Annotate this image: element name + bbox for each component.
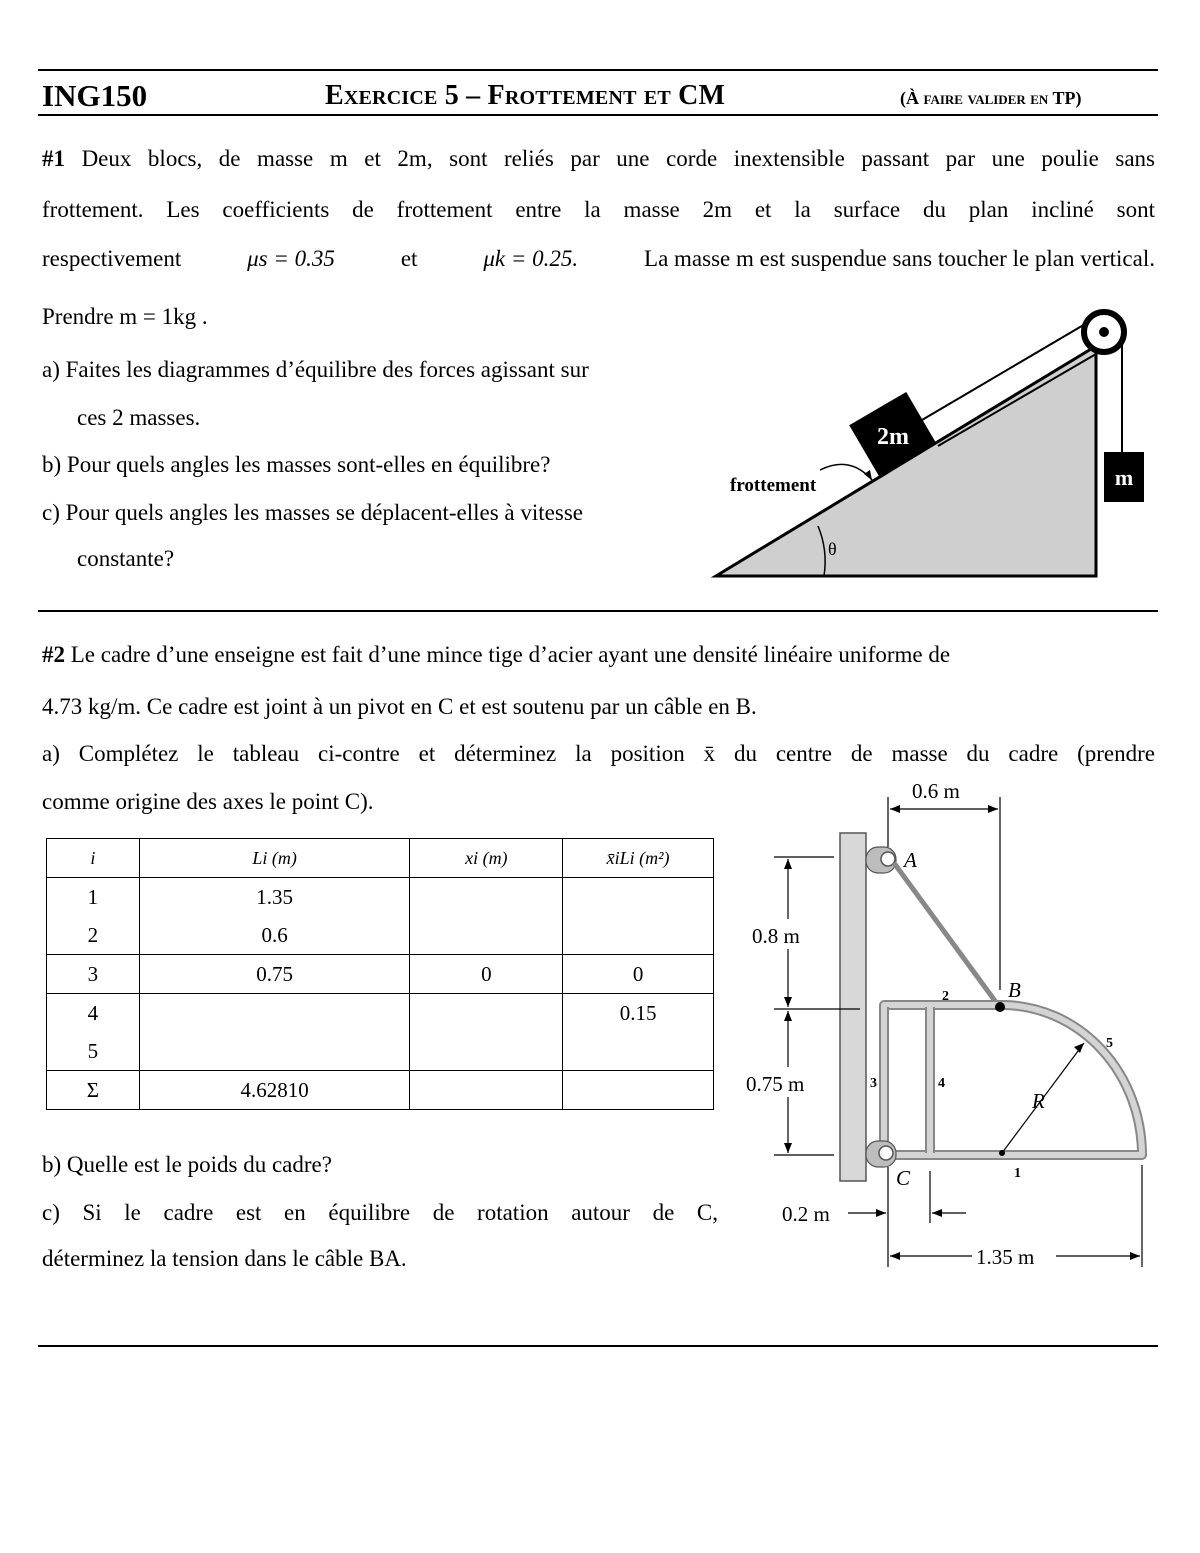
block-m-label: m	[1114, 465, 1134, 490]
table-header-cell: xi (m)	[410, 839, 563, 878]
ex1-line4: Prendre m = 1kg .	[42, 304, 208, 329]
ex1-question-a-2: ces 2 masses.	[77, 405, 201, 430]
table-cell: 1.35	[139, 878, 410, 917]
dim-arrow	[988, 805, 998, 813]
table-cell	[139, 1032, 410, 1071]
ex1-line1	[42, 146, 1155, 172]
radius-label: R	[1032, 1089, 1045, 1113]
ex1-line2: frottement. Les coefficients de frottement entre la masse 2m et la surface du plan incliné sont	[42, 197, 1155, 222]
segment-5-label: 5	[1106, 1036, 1113, 1051]
table-cell	[410, 916, 563, 955]
table-cell: Σ	[47, 1071, 140, 1110]
dim-arrow	[784, 1143, 792, 1153]
point-b-label: B	[1008, 978, 1021, 1002]
ex1-line3	[42, 246, 1155, 272]
table-row	[47, 994, 714, 1033]
table-sum-row	[47, 1071, 714, 1110]
table-cell	[410, 1071, 563, 1110]
cable-ba	[894, 863, 998, 1005]
ex1-question-c-1: c) Pour quels angles les masses se déplacent-elles à vitesse	[42, 500, 583, 525]
wall	[840, 833, 866, 1181]
ex2-line2: 4.73 kg/m. Ce cadre est joint à un pivot en C et est soutenu par un câble en B.	[42, 694, 757, 719]
ex2-question-b: b) Quelle est le poids du cadre?	[42, 1152, 332, 1177]
table-cell: 0	[563, 955, 714, 994]
table-cell: 0.15	[563, 994, 714, 1033]
dim-arrow	[890, 805, 900, 813]
frame-diagram	[740, 775, 1160, 1275]
table-cell: 2	[47, 916, 140, 955]
dim-bottom-small-label: 0.2 m	[782, 1202, 830, 1226]
course-code: ING150	[42, 78, 148, 113]
ex1-line3-c: La masse m est suspendue sans toucher le plan vertical.	[644, 246, 1155, 271]
table-row	[47, 955, 714, 994]
section-divider-1	[38, 610, 1158, 612]
table-cell	[410, 1032, 563, 1071]
pulley-axle	[1099, 327, 1109, 337]
segment-1-label: 1	[1014, 1166, 1021, 1181]
header-bottom-rule	[38, 114, 1158, 116]
dim-arrow	[784, 859, 792, 869]
ex1-line3-b: et	[400, 246, 418, 271]
mu-k-value: μk = 0.25.	[483, 246, 579, 271]
segment-2-label: 2	[942, 989, 949, 1004]
section-divider-2	[38, 1345, 1158, 1347]
table-header-cell: x̄iLi (m²)	[563, 839, 714, 878]
dim-left-top-label: 0.8 m	[752, 924, 800, 948]
ex1-number: #1	[42, 146, 65, 171]
ex2-question-c-2: déterminez la tension dans le câble BA.	[42, 1246, 407, 1271]
block-2m-label: 2m	[877, 424, 909, 450]
table-header-cell: Li (m)	[139, 839, 410, 878]
header-top-rule	[38, 69, 1158, 71]
ex2-question-c-1: c) Si le cadre est en équilibre de rotation autour de C,	[42, 1200, 718, 1225]
dim-left-bottom-label: 0.75 m	[746, 1072, 805, 1096]
ex1-line1-text: Deux blocs, de masse m et 2m, sont reliés par une corde inextensible passant par une poulie sans	[81, 146, 1156, 171]
segment-4-label: 4	[938, 1076, 945, 1091]
angle-label: θ	[828, 539, 837, 559]
table-cell: 0	[410, 955, 563, 994]
frame-outline	[884, 1005, 1142, 1155]
mu-s-value: μs = 0.35	[247, 246, 335, 271]
table-row	[47, 1032, 714, 1071]
table-cell: 4	[47, 994, 140, 1033]
ex1-question-c-2: constante?	[77, 546, 175, 571]
dim-top-label: 0.6 m	[912, 779, 960, 803]
segment-3-label: 3	[870, 1076, 877, 1091]
table-row	[47, 878, 714, 917]
page-title: Exercice 5 – Frottement et CM	[325, 80, 726, 111]
table-cell	[563, 1032, 714, 1071]
table-cell: 5	[47, 1032, 140, 1071]
table-cell	[139, 994, 410, 1033]
dim-arrow	[784, 997, 792, 1007]
table-header-cell: i	[47, 839, 140, 878]
ex1-question-a-1: a) Faites les diagrammes d’équilibre des forces agissant sur	[42, 357, 589, 382]
ex2-line1	[42, 642, 1155, 668]
dim-arrow	[784, 1011, 792, 1021]
table-header-row	[47, 839, 714, 878]
pivot-c-pin	[879, 1146, 893, 1160]
table-cell	[410, 994, 563, 1033]
friction-arrow-head	[864, 470, 872, 480]
dim-arrow	[890, 1252, 900, 1260]
ex1-line3-a: respectivement	[42, 246, 182, 271]
center-of-mass-table	[46, 838, 714, 1110]
header-note: (À faire valider en TP)	[900, 88, 1082, 108]
friction-label: frottement	[730, 475, 817, 496]
table-cell: 0.6	[139, 916, 410, 955]
table-cell: 3	[47, 955, 140, 994]
friction-arrow	[820, 464, 872, 480]
ex2-question-a-2: comme origine des axes le point C).	[42, 789, 374, 814]
table-row	[47, 916, 714, 955]
table-cell	[563, 878, 714, 917]
frame-outline-inner	[884, 1005, 1142, 1155]
table-cell	[563, 916, 714, 955]
dim-bottom-label: 1.35 m	[976, 1245, 1035, 1269]
dim-arrow	[932, 1209, 942, 1217]
ex2-line1-text: Le cadre d’une enseigne est fait d’une mince tige d’acier ayant une densité linéaire uniforme de	[70, 642, 951, 667]
table-cell: 1	[47, 878, 140, 917]
ex1-question-b: b) Pour quels angles les masses sont-elles en équilibre?	[42, 452, 551, 477]
table-cell	[410, 878, 563, 917]
point-a-label: A	[904, 848, 917, 872]
table-cell: 0.75	[139, 955, 410, 994]
ex2-number: #2	[42, 642, 65, 667]
dim-arrow	[876, 1209, 886, 1217]
table-cell	[563, 1071, 714, 1110]
point-b-dot	[995, 1002, 1005, 1012]
table-cell: 4.62810	[139, 1071, 410, 1110]
dim-arrow	[1130, 1252, 1140, 1260]
incline-diagram	[700, 300, 1170, 590]
ex2-question-a-1: a) Complétez le tableau ci-contre et déterminez la position x̄ du centre de masse du cadre (prendre	[42, 741, 1155, 766]
point-c-label: C	[896, 1166, 911, 1190]
radius-arrow	[1074, 1043, 1084, 1053]
